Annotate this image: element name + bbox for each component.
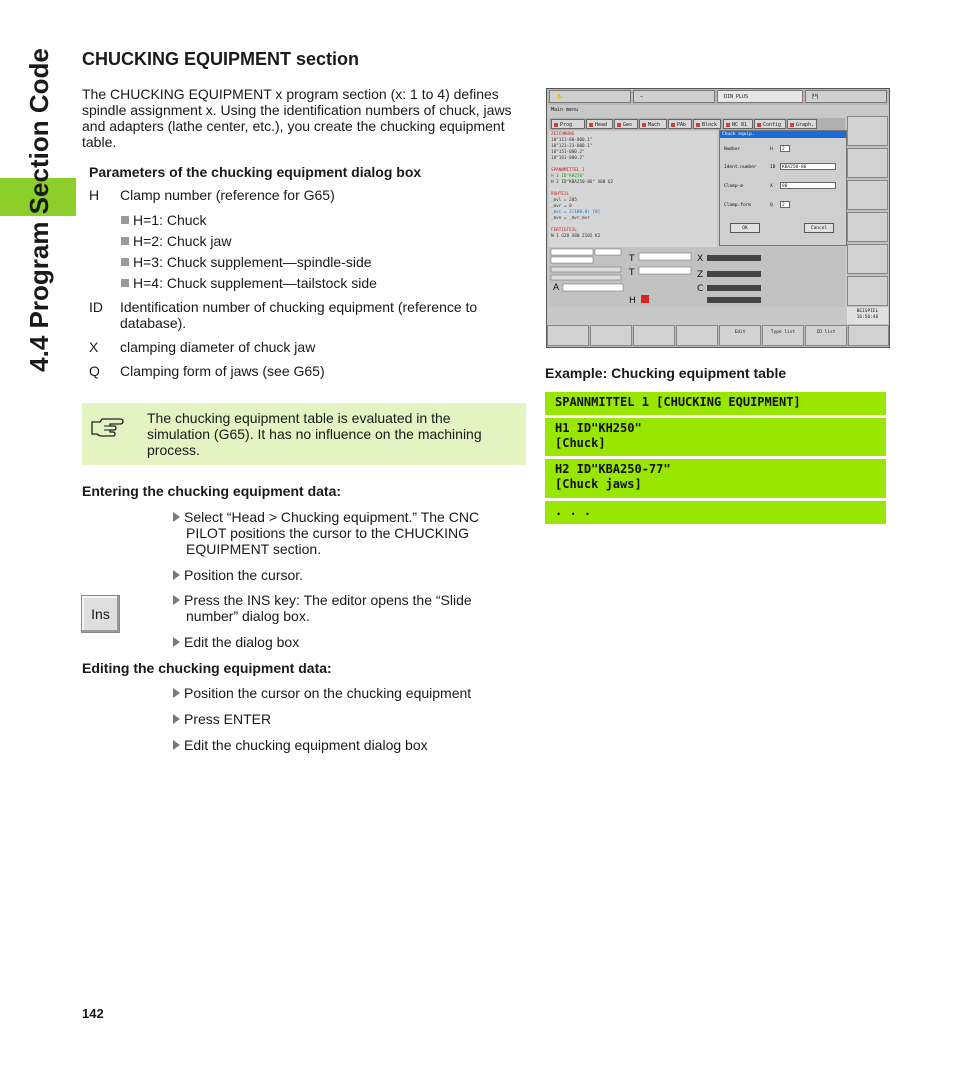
param-x-desc: clamping diameter of chuck jaw (120, 339, 316, 355)
field-code: ID (770, 165, 776, 170)
svg-text:T: T (629, 254, 635, 264)
cancel-button: Cancel (804, 223, 834, 233)
bullet-square-icon (121, 258, 129, 266)
clamp-form-field: 2 (780, 201, 790, 208)
entering-step: Press the INS key: The editor opens the “Slide number” dialog box. (173, 592, 472, 624)
toolbar-button: Mach (639, 119, 667, 129)
bullet-square-icon (121, 216, 129, 224)
ok-button: OK (730, 223, 760, 233)
svg-text:Z: Z (697, 270, 704, 280)
softkey (633, 325, 675, 346)
step-arrow-icon (173, 714, 180, 724)
param-id-term: ID (89, 299, 103, 315)
editing-heading: Editing the chucking equipment data: (82, 660, 332, 676)
h-option: H=3: Chuck supplement—spindle-side (121, 254, 372, 270)
tab-machine: ✋ (549, 90, 631, 103)
toolbar-button: Block (693, 119, 721, 129)
intro-line: The CHUCKING EQUIPMENT x program section (x: 1 to 4) defines (82, 86, 499, 102)
intro-line: table. (82, 134, 117, 150)
toolbar-button: Geo (614, 119, 638, 129)
chuck-equip-dialog (719, 130, 847, 246)
bullet-square-icon (121, 279, 129, 287)
h-option: H=2: Chuck jaw (121, 233, 231, 249)
clamp-diameter-field: 80 (780, 182, 836, 189)
intro-paragraph (82, 86, 522, 150)
toolbar-button: NC 81 (723, 119, 753, 129)
ident-field: KBA250-86 (780, 163, 836, 170)
intro-line: spindle assignment x. Using the identification numbers of chuck, jaws (82, 102, 512, 118)
field-code: H (770, 147, 773, 152)
editor-pane: ZEICHNUNG 10"111-80-000.1" 10"121-23-000.1" 10"151-000.2" 10"161-000.2" SPANNMITTEL 1 H 1 ID"KH250" H 2 ID"KBA250-86" X80 Q2 ROHTEIL _mvl = 205 _mvr = 0 _mvc = 2(100,0) [0] _mvn = _mvr_mvr FERTIGTEIL N 1 G20 X80 Z105 K2 (549, 131, 717, 247)
editing-step: Edit the chucking equipment dialog box (173, 737, 428, 753)
param-q-term: Q (89, 363, 100, 379)
intro-line: and adapters (lathe center, etc.), you create the chucking equipment (82, 118, 505, 134)
svg-text:T: T (629, 268, 635, 278)
machine-status-panel (549, 247, 845, 307)
editing-step: Position the cursor on the chucking equipment (173, 685, 471, 701)
number-field: 2 (780, 145, 790, 152)
example-row: . . . (545, 501, 886, 524)
step-arrow-icon (173, 570, 180, 580)
mode-tabs (547, 89, 889, 105)
step-arrow-icon (173, 740, 180, 750)
id-list-softkey: ID list (805, 325, 847, 346)
step-arrow-icon (173, 512, 180, 522)
toolbar-button: Config (754, 119, 786, 129)
softkey (590, 325, 632, 346)
editing-step: Press ENTER (173, 711, 271, 727)
h-option: H=4: Chuck supplement—tailstock side (121, 275, 377, 291)
params-heading: Parameters of the chucking equipment dialog box (89, 164, 422, 180)
field-label: Clamp.form (724, 203, 752, 208)
entering-heading: Entering the chucking equipment data: (82, 483, 342, 499)
ins-key-icon: Ins (81, 595, 120, 633)
softkey (676, 325, 718, 346)
toolbar-button: Prog (551, 119, 585, 129)
field-code: X (770, 184, 773, 189)
tab-din-plus: DIN PLUS (717, 90, 803, 103)
param-q-desc: Clamping form of jaws (see G65) (120, 363, 325, 379)
field-label: Clamp-ø (724, 184, 743, 189)
softkey (848, 325, 889, 346)
type-list-softkey: Type list (762, 325, 804, 346)
param-id-desc: Identification number of chucking equipment (reference to database). (120, 299, 478, 331)
field-label: Number (724, 147, 741, 152)
edit-softkey: Edit (719, 325, 761, 346)
softkey (847, 148, 888, 178)
editor-toolbar (549, 118, 845, 130)
param-h-term: H (89, 187, 100, 203)
pointing-hand-icon (90, 410, 126, 440)
example-row: H2 ID"KBA250-77" [Chuck jaws] (545, 459, 886, 498)
step-arrow-icon (173, 595, 180, 605)
softkey (847, 116, 888, 146)
toolbar-button: Graph. (787, 119, 817, 129)
dialog-title: Chuck equip. (720, 131, 846, 138)
softkey (847, 276, 888, 306)
example-row: SPANNMITTEL 1 [CHUCKING EQUIPMENT] (545, 392, 886, 415)
toolbar-button: Head (586, 119, 613, 129)
entering-step: Position the cursor. (173, 567, 303, 583)
bottom-softkeys (547, 325, 889, 347)
step-arrow-icon (173, 688, 180, 698)
svg-text:A: A (553, 283, 560, 293)
section-title: CHUCKING EQUIPMENT section (82, 49, 360, 69)
note-text: The chucking equipment table is evaluated in the simulation (G65). It has no influence on the machining process. (147, 410, 482, 458)
example-caption: Example: Chucking equipment table (545, 365, 787, 381)
param-h-desc: Clamp number (reference for G65) (120, 187, 335, 203)
softkey (847, 180, 888, 210)
status-box: BEISPIEL 16:56:46 (847, 307, 888, 324)
toolbar-button: PAb (668, 119, 692, 129)
bullet-square-icon (121, 237, 129, 245)
status-readouts (549, 247, 845, 307)
h-option: H=1: Chuck (121, 212, 207, 228)
softkey (847, 244, 888, 274)
example-row: H1 ID"KH250" [Chuck] (545, 418, 886, 456)
side-section-title: 4.4 Program Section Code (24, 48, 54, 372)
menu-title: Main menu (547, 105, 890, 116)
entering-step: Select “Head > Chucking equipment.” The CNC PILOT positions the cursor to the CHUCKING EQUIPMENT section. (173, 509, 479, 557)
tab-files: 💾 (805, 90, 887, 103)
softkey (547, 325, 589, 346)
tab-program-run: ⇨ (633, 90, 715, 103)
page-number: 142 (82, 1006, 104, 1021)
softkey (847, 212, 888, 242)
cnc-screenshot (546, 88, 890, 348)
step-arrow-icon (173, 637, 180, 647)
svg-text:X: X (697, 254, 704, 264)
entering-step: Edit the dialog box (173, 634, 299, 650)
svg-text:C: C (697, 284, 704, 294)
param-x-term: X (89, 339, 99, 355)
svg-text:H: H (629, 296, 636, 306)
field-code: Q (770, 203, 773, 208)
field-label: Ident.number (724, 165, 757, 170)
